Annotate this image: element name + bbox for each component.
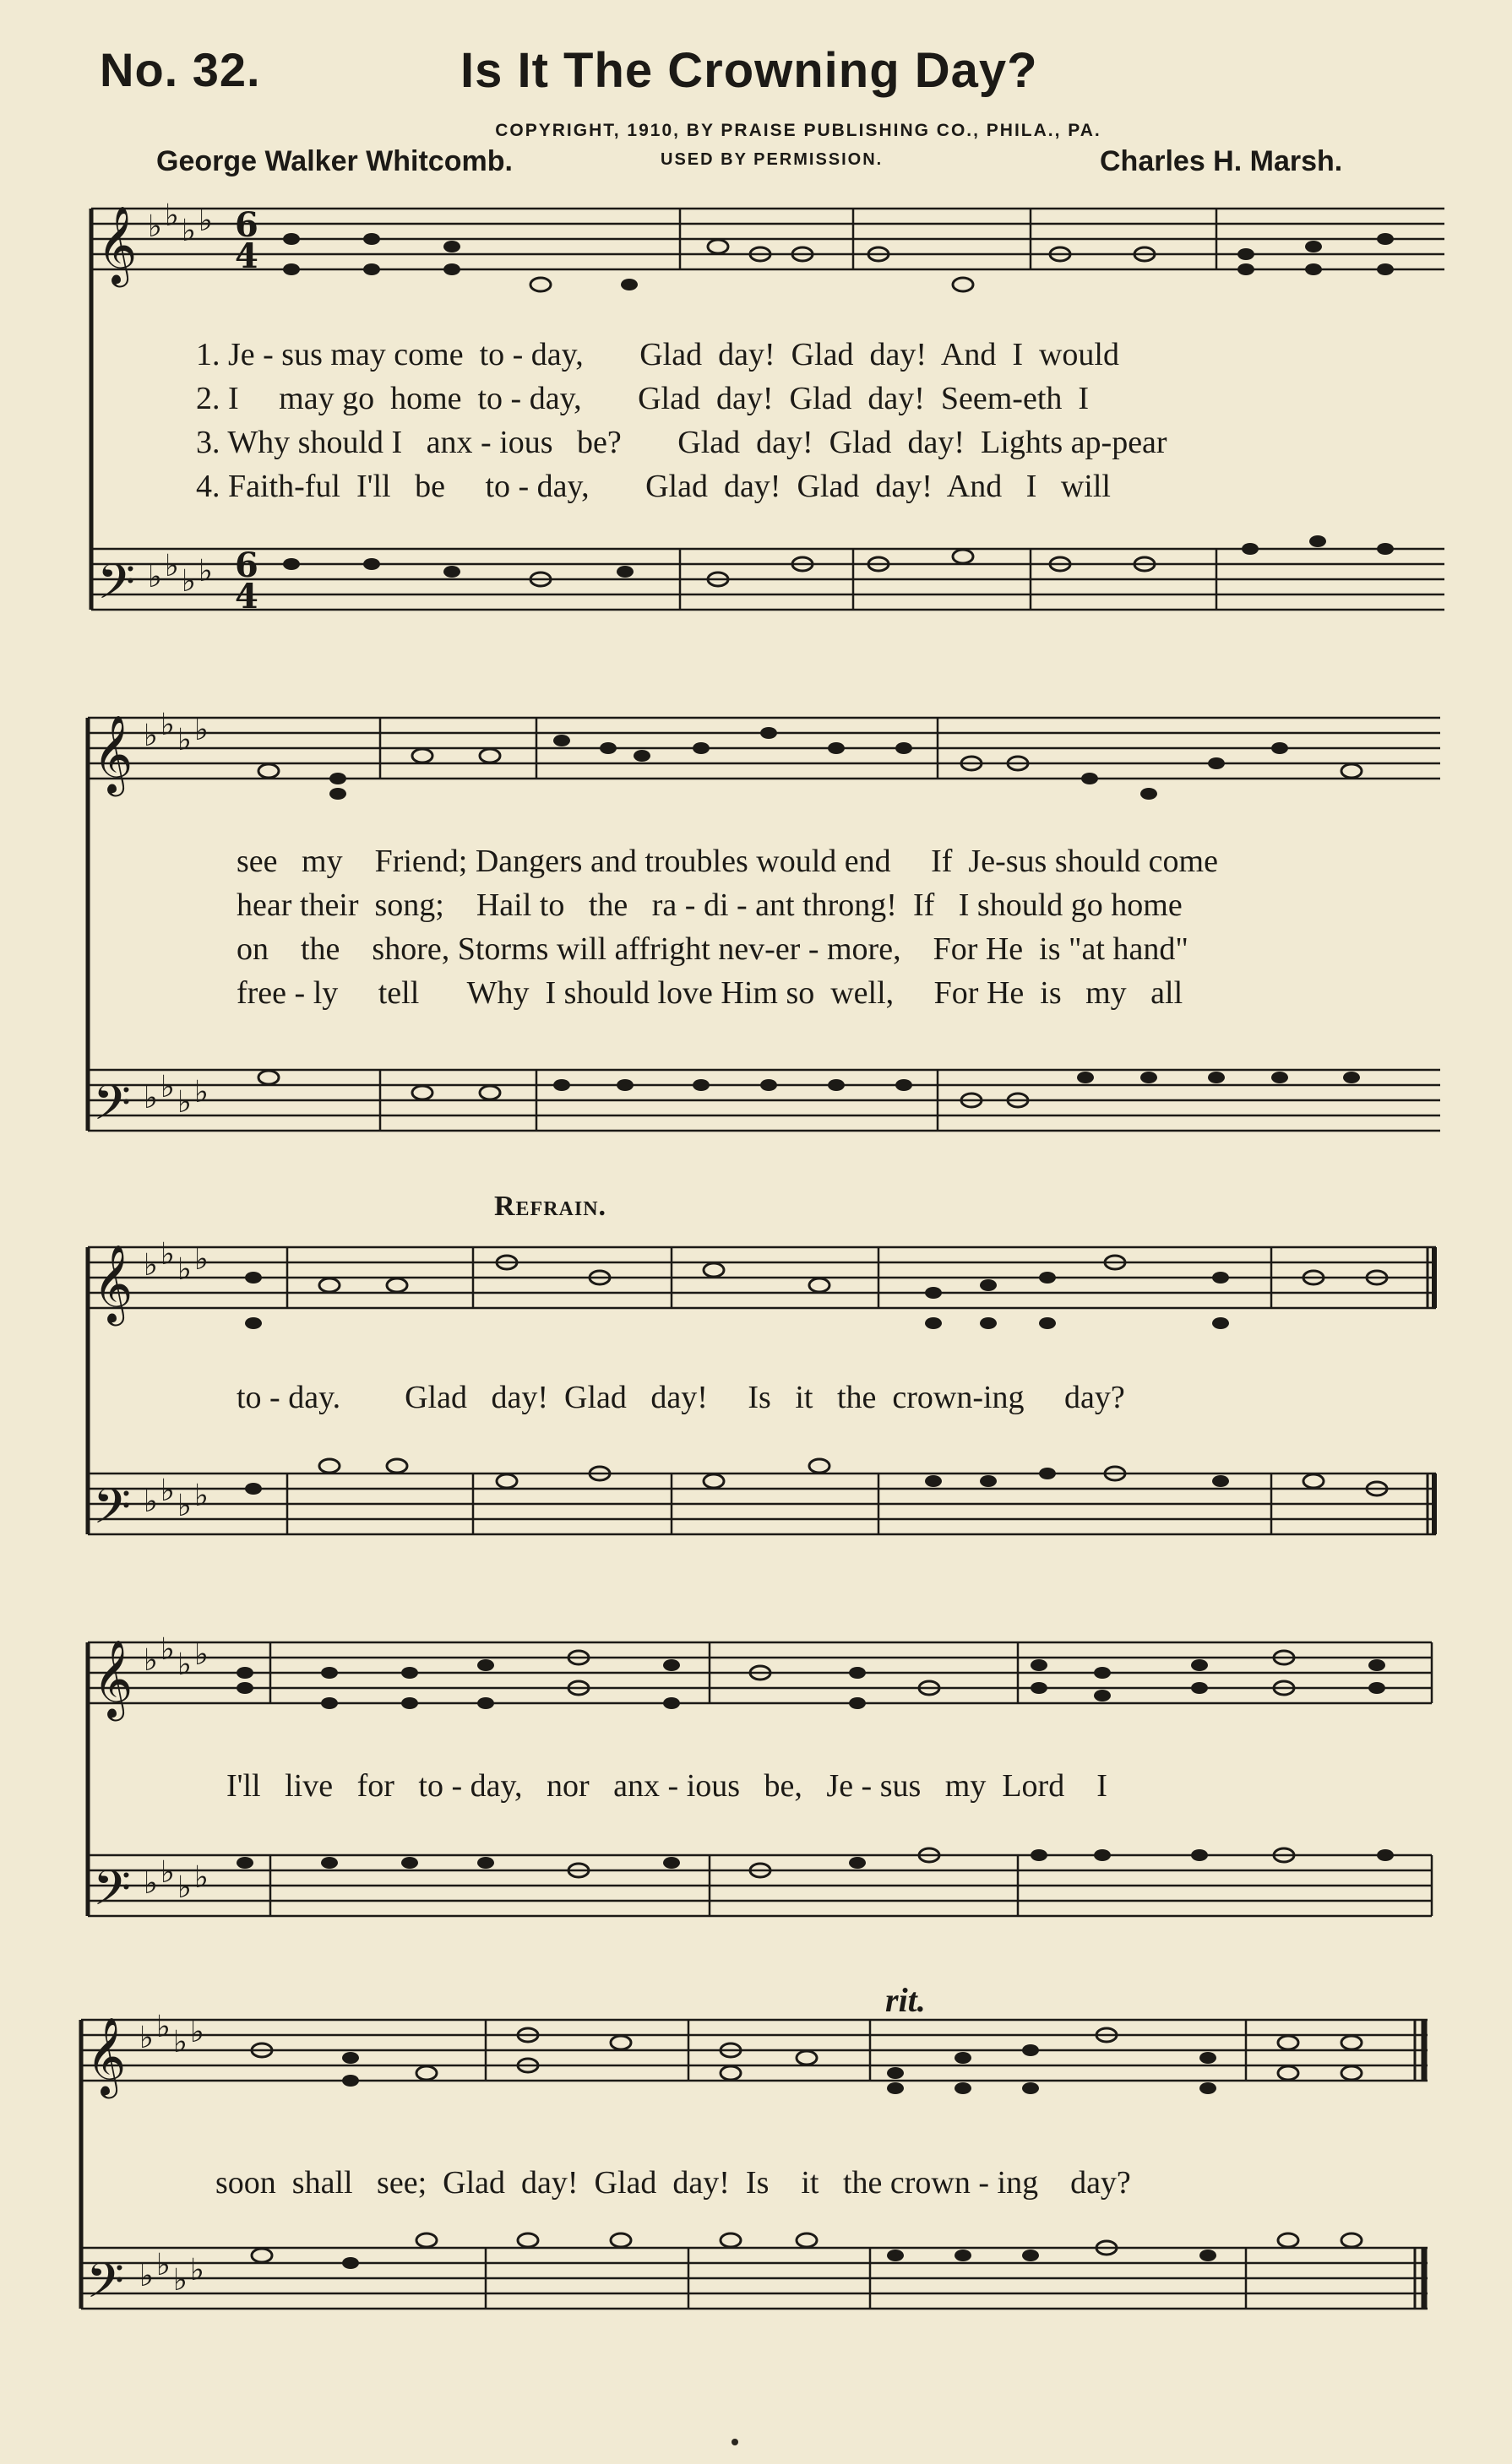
svg-text:♭: ♭: [160, 1855, 175, 1890]
svg-text:♭: ♭: [194, 1479, 209, 1513]
svg-text:♭: ♭: [160, 1237, 175, 1272]
page-dot-ornament: [732, 2439, 738, 2445]
svg-text:♭: ♭: [148, 560, 162, 594]
refrain-line-3: soon shall see; Glad day! Glad day! Is it the crown - ing day?: [215, 2165, 1131, 2201]
svg-text:♭: ♭: [194, 1860, 209, 1895]
refrain-line-2: I'll live for to - day, nor anx - ious be, Je - sus my Lord I: [226, 1768, 1107, 1804]
music-system-2: [0, 692, 1512, 1148]
svg-text:♭: ♭: [194, 1075, 209, 1110]
svg-text:♭: ♭: [160, 708, 175, 742]
svg-text:♭: ♭: [177, 723, 192, 757]
refrain-label: Refrain.: [494, 1191, 607, 1222]
svg-text:𝄢: 𝄢: [93, 1074, 132, 1143]
svg-text:♭: ♭: [177, 1252, 192, 1287]
music-system-5: [0, 2001, 1512, 2356]
verse-3-line-2: on the shore, Storms will affright nev-er - more, For He is "at hand": [237, 931, 1188, 967]
svg-text:♭: ♭: [144, 719, 158, 753]
svg-text:6: 6: [235, 545, 258, 585]
svg-text:♭: ♭: [165, 198, 179, 233]
svg-text:♭: ♭: [148, 209, 162, 244]
svg-text:♭: ♭: [144, 1248, 158, 1283]
svg-text:♭: ♭: [194, 1242, 209, 1277]
refrain-line-1: to - day. Glad day! Glad day! Is it the crown-ing day?: [237, 1380, 1125, 1415]
composer-credit: Charles H. Marsh.: [1100, 145, 1343, 177]
svg-text:♭: ♭: [194, 1637, 209, 1672]
svg-text:♭: ♭: [182, 564, 196, 599]
verse-4-line-1: 4. Faith-ful I'll be to - day, Glad day! Glad day! And I will: [196, 469, 1111, 504]
svg-text:♭: ♭: [190, 2253, 204, 2288]
svg-text:♭: ♭: [139, 2259, 154, 2293]
verse-2-line-2: hear their song; Hail to the ra - di - ant throng! If I should go home: [237, 887, 1183, 923]
verse-3-line-1: 3. Why should I anx - ious be? Glad day! Glad day! Lights ap-pear: [196, 425, 1167, 460]
verse-1-line-1: 1. Je - sus may come to - day, Glad day! Glad day! And I would: [196, 337, 1119, 372]
svg-text:♭: ♭: [177, 1085, 192, 1120]
svg-text:♭: ♭: [177, 1870, 192, 1905]
svg-text:𝄞: 𝄞: [86, 2016, 127, 2095]
svg-text:♭: ♭: [139, 2021, 154, 2055]
svg-text:♭: ♭: [173, 2263, 188, 2298]
svg-text:♭: ♭: [165, 549, 179, 583]
staff-system-1-svg: [0, 190, 1512, 646]
svg-text:𝄢: 𝄢: [97, 553, 136, 622]
svg-text:4: 4: [235, 236, 258, 276]
svg-text:♭: ♭: [160, 1632, 175, 1667]
svg-text:♭: ♭: [199, 554, 213, 589]
svg-text:♭: ♭: [199, 204, 213, 238]
svg-text:𝄞: 𝄞: [93, 1639, 133, 1718]
svg-text:♭: ♭: [144, 1643, 158, 1678]
verse-2-line-1: 2. I may go home to - day, Glad day! Glad day! Seem-eth I: [196, 381, 1090, 416]
music-system-4: [0, 1609, 1512, 1963]
svg-text:♭: ♭: [177, 1489, 192, 1523]
svg-text:♭: ♭: [182, 214, 196, 248]
svg-text:𝄞: 𝄞: [93, 714, 133, 793]
verse-1-line-2: see my Friend; Dangers and troubles would end If Je-sus should come: [237, 844, 1218, 879]
verse-4-line-2: free - ly tell Why I should love Him so well, For He is my all: [237, 975, 1183, 1011]
svg-text:𝄢: 𝄢: [93, 1478, 132, 1547]
hymn-title: Is It The Crowning Day?: [460, 43, 1038, 98]
svg-text:♭: ♭: [144, 1081, 158, 1115]
svg-text:6: 6: [235, 205, 258, 245]
svg-text:𝄞: 𝄞: [97, 205, 138, 284]
lyricist-credit: George Walker Whitcomb.: [156, 145, 513, 177]
hymn-number: No. 32.: [100, 43, 261, 96]
svg-text:♭: ♭: [156, 2010, 171, 2044]
ritardando-marking: rit.: [885, 1981, 926, 2019]
svg-text:♭: ♭: [173, 2025, 188, 2060]
svg-text:♭: ♭: [156, 2248, 171, 2282]
svg-text:♭: ♭: [190, 2015, 204, 2049]
music-system-1: [0, 190, 1512, 646]
svg-text:♭: ♭: [160, 1474, 175, 1508]
copyright-notice: COPYRIGHT, 1910, BY PRAISE PUBLISHING CO., PHILA., PA.: [495, 121, 1101, 140]
svg-text:𝄢: 𝄢: [86, 2252, 125, 2321]
permission-notice: USED BY PERMISSION.: [661, 150, 884, 169]
svg-text:♭: ♭: [144, 1484, 158, 1519]
svg-text:4: 4: [235, 577, 258, 616]
svg-text:𝄞: 𝄞: [93, 1244, 133, 1322]
svg-text:♭: ♭: [194, 713, 209, 747]
svg-text:♭: ♭: [160, 1070, 175, 1104]
music-system-3: [0, 1229, 1512, 1566]
svg-text:𝄢: 𝄢: [93, 1859, 132, 1929]
svg-text:♭: ♭: [177, 1647, 192, 1682]
svg-text:♭: ♭: [144, 1866, 158, 1901]
